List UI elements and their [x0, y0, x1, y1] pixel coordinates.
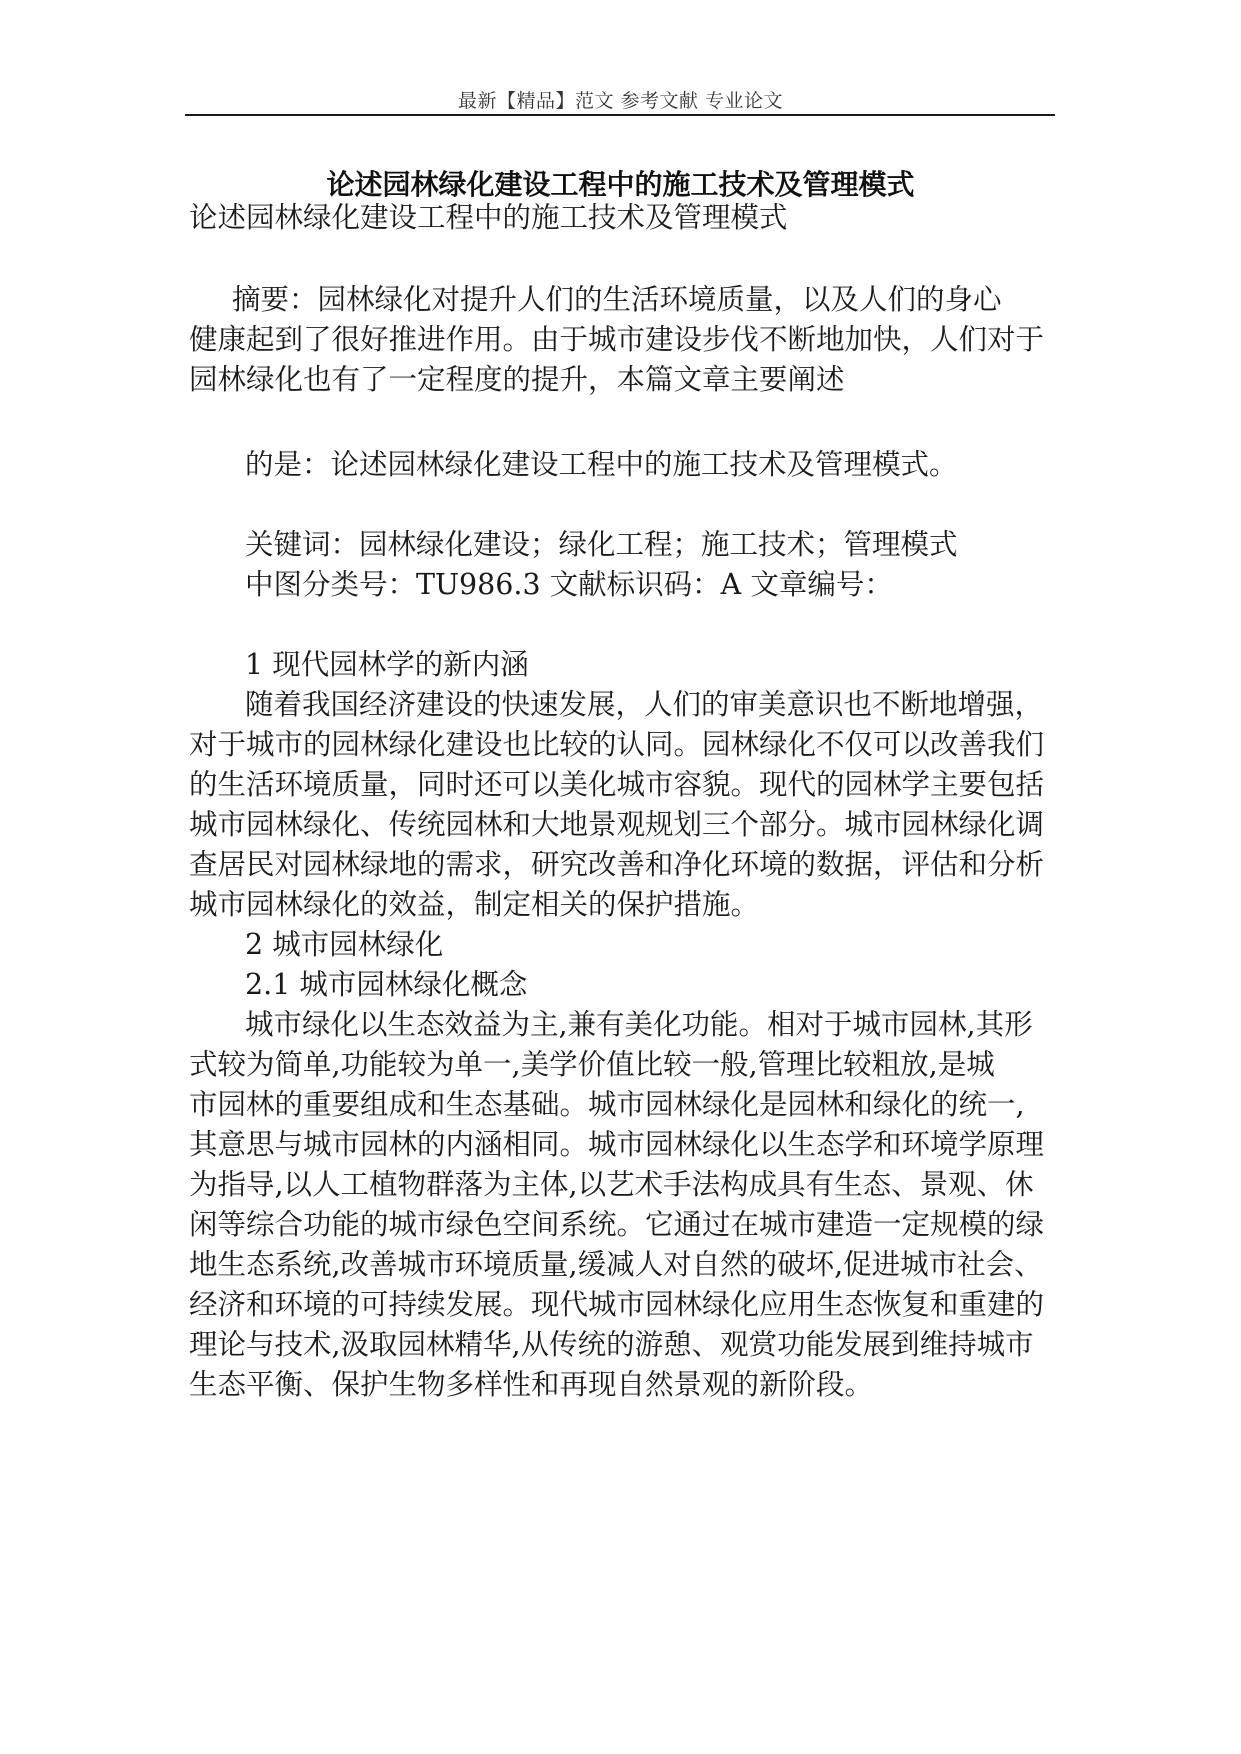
paragraph-line: 随着我国经济建设的快速发展，人们的审美意识也不断地增强， — [245, 688, 1044, 721]
paragraph-line: 市园林的重要组成和生态基础。城市园林绿化是园林和绿化的统一, — [189, 1088, 1025, 1121]
paragraph-line: 地生态系统,改善城市环境质量,缓减人对自然的破坏,促进城市社会、 — [189, 1248, 1043, 1281]
subsection-heading: 2.1 城市园林绿化概念 — [245, 968, 528, 1001]
section-heading: 1 现代园林学的新内涵 — [245, 648, 529, 681]
document-title: 论述园林绿化建设工程中的施工技术及管理模式 — [326, 168, 915, 201]
paragraph-line: 为指导,以人工植物群落为主体,以艺术手法构成具有生态、景观、休 — [189, 1168, 1034, 1201]
paragraph-line: 城市园林绿化的效益，制定相关的保护措施。 — [189, 888, 760, 921]
document-subtitle: 论述园林绿化建设工程中的施工技术及管理模式 — [189, 201, 788, 234]
header-divider — [185, 114, 1055, 116]
paragraph-line: 对于城市的园林绿化建设也比较的认同。园林绿化不仅可以改善我们 — [189, 728, 1045, 761]
running-header: 最新【精品】范文 参考文献 专业论文 — [457, 90, 784, 112]
keywords-line: 关键词：园林绿化建设；绿化工程；施工技术；管理模式 — [245, 528, 958, 561]
paragraph-line: 式较为简单,功能较为单一,美学价值比较一般,管理比较粗放,是城 — [189, 1048, 995, 1081]
classification-line: 中图分类号：TU986.3 文献标识码：A 文章编号： — [245, 568, 893, 601]
paragraph-line: 经济和环境的可持续发展。现代城市园林绿化应用生态恢复和重建的 — [189, 1288, 1045, 1321]
paragraph-line: 城市园林绿化、传统园林和大地景观规划三个部分。城市园林绿化调 — [189, 808, 1045, 841]
section-heading: 2 城市园林绿化 — [245, 928, 444, 961]
abstract-line: 摘要：园林绿化对提升人们的生活环境质量，以及人们的身心 — [232, 283, 1002, 316]
abstract-line: 健康起到了很好推进作用。由于城市建设步伐不断地加快，人们对于 — [189, 323, 1045, 356]
abstract-line: 的是：论述园林绿化建设工程中的施工技术及管理模式。 — [245, 448, 958, 481]
abstract-line: 园林绿化也有了一定程度的提升，本篇文章主要阐述 — [189, 363, 845, 396]
paragraph-line: 查居民对园林绿地的需求，研究改善和净化环境的数据，评估和分析 — [189, 848, 1045, 881]
paragraph-line: 生态平衡、保护生物多样性和再现自然景观的新阶段。 — [189, 1368, 874, 1401]
paragraph-line: 的生活环境质量，同时还可以美化城市容貌。现代的园林学主要包括 — [189, 768, 1045, 801]
paragraph-line: 其意思与城市园林的内涵相同。城市园林绿化以生态学和环境学原理 — [189, 1128, 1045, 1161]
paragraph-line: 城市绿化以生态效益为主,兼有美化功能。相对于城市园林,其形 — [245, 1008, 1033, 1041]
paragraph-line: 理论与技术,汲取园林精华,从传统的游憩、观赏功能发展到维持城市 — [189, 1328, 1034, 1361]
paragraph-line: 闲等综合功能的城市绿色空间系统。它通过在城市建造一定规模的绿 — [189, 1208, 1045, 1241]
